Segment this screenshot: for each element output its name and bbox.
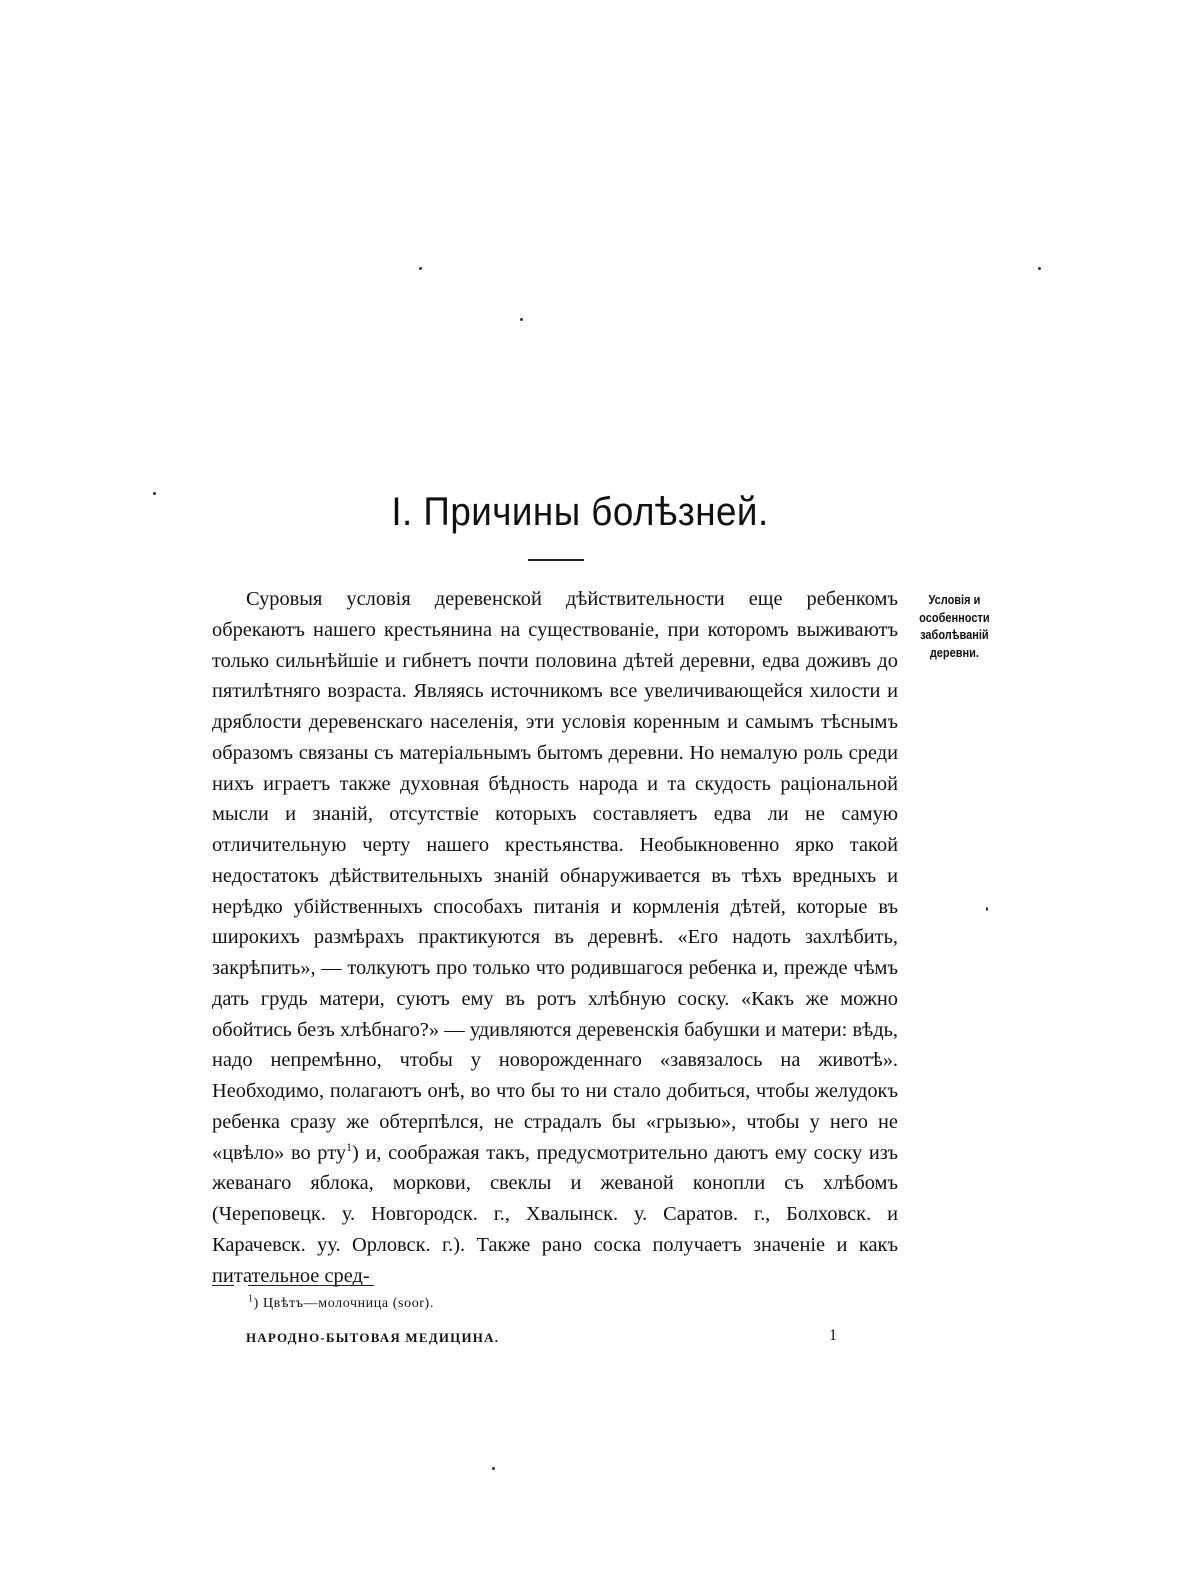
body-text-continued: ) и, соображая такъ, предусмотрительно даютъ ему соску изъ жеванаго яблока, моркови, свеклы и жеваной конопли съ хлѣбомъ (Череповецк. у. Новгородск. г., Хвалынск. у. Саратов. г., Болховск. и Карачевск. уу. Орловск. г.). Также рано соска получаетъ значеніе и какъ питательное сред- (212, 1141, 898, 1287)
footnote (248, 1293, 434, 1312)
scan-speck (986, 907, 988, 911)
scan-speck (1038, 267, 1041, 270)
page-number: 1 (829, 1327, 837, 1344)
scan-speck (492, 1467, 495, 1470)
chapter-title: I. Причины болѣзней. (391, 490, 769, 534)
title-divider (528, 559, 584, 561)
footnote-divider-short (212, 1285, 234, 1286)
running-footer: НАРОДНО-БЫТОВАЯ МЕДИЦИНА. (246, 1330, 500, 1345)
footnote-text: ) Цвѣтъ—молочница (soor). (253, 1296, 434, 1311)
body-text-main: Суровыя условія деревенской дѣйствительности еще ребенкомъ обрекаютъ нашего крестьянина на существованіе, при которомъ выживаютъ только сильнѣйшіе и гибнетъ почти половина дѣтей деревни, едва доживъ до пятилѣтняго возраста. Являясь источникомъ все увеличивающейся хилости и дряблости деревенскаго населенія, эти условія коренным и самымъ тѣснымъ образомъ связаны съ матеріальнымъ бытомъ деревни. Но немалую роль среди нихъ играетъ также духовная бѣдность народа и та скудость раціональной мысли и знаній, отсутствіе которыхъ составляетъ едва ли не самую отличительную черту нашего крестьянства. Необыкновенно ярко такой недостатокъ дѣйствительныхъ знаній обнаруживается въ тѣхъ вредныхъ и нерѣдко убійственныхъ способахъ питанія и кормленія дѣтей, которые въ широкихъ размѣрахъ практикуются въ деревнѣ. «Его надоть захлѣбить, закрѣпить», — толкуютъ про только что родившагося ребенка и, прежде чѣмъ дать грудь матери, суютъ ему въ ротъ хлѣбную соску. «Какъ же можно обойтись безъ хлѣбнаго?» — удивляются деревенскія бабушки и матери: вѣдь, надо непремѣнно, чтобы у новорожденнаго «завязалось на животѣ». Необходимо, полагаютъ онѣ, во что бы то ни стало добиться, чтобы желудокъ ребенка сразу же обтерпѣлся, не страдалъ бы «грызью», чтобы у него не «цвѣло» во рту (212, 588, 898, 1164)
scan-speck (419, 267, 422, 270)
scan-speck (520, 318, 523, 321)
body-paragraph (212, 584, 898, 1291)
footnote-reference[interactable]: 1 (346, 1139, 353, 1154)
footnote-mark: 1 (248, 1293, 254, 1305)
margin-note: Условія и особенности заболѣваній деревни. (919, 593, 990, 660)
footnote-divider-long (248, 1285, 374, 1286)
scan-speck (153, 492, 156, 495)
